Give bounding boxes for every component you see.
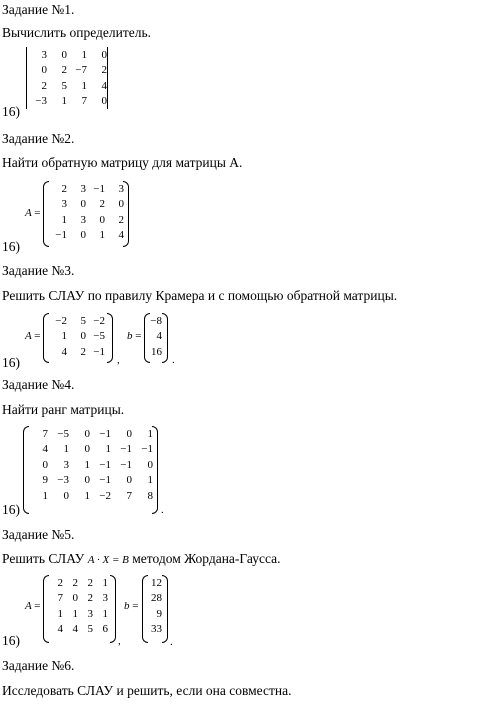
task-5-text [2,551,280,568]
matrix-cell: 2 [57,576,63,589]
task-1-text: Вычислить определитель. [2,25,151,40]
task-5-title: Задание №5. [2,527,75,542]
matrix-cell: 2 [80,345,86,358]
matrix-cell: 4 [156,330,162,343]
matrix-cell: 1 [63,443,69,456]
matrix-rank [27,426,153,504]
matrix-cell: 2 [101,64,107,77]
matrix-cell: 0 [126,474,132,487]
matrix-cell: 4 [61,345,67,358]
symbol-eq: = [34,600,41,612]
matrix-cell: 3 [87,607,93,620]
matrix-row [146,622,162,638]
matrix-cell: 28 [151,592,162,605]
matrix-a-label-2 [25,207,41,219]
matrix-row [148,329,162,345]
matrix-cell: 2 [72,576,78,589]
matrix-cell: 0 [84,474,90,487]
paren-right [162,313,168,363]
determinant-matrix [26,47,108,109]
matrix-row [27,426,153,442]
matrix-cell: 3 [80,182,86,195]
matrix-row [48,228,124,244]
symbol-a: A [25,207,32,219]
paren-right [110,575,116,643]
matrix-cell: 3 [80,213,86,226]
matrix-row [27,457,153,473]
matrix-cell: 0 [72,592,78,605]
matrix-cell: 4 [57,623,63,636]
matrix-row [27,473,153,489]
matrix-row [48,329,105,345]
matrix-cell: 1 [81,48,87,61]
matrix-cell: −3 [57,474,69,487]
matrix-cell: 0 [84,427,90,440]
matrix-row [27,78,108,94]
task-4-title: Задание №4. [2,377,75,392]
matrix-a-3 [48,313,105,360]
matrix-row [48,197,124,213]
matrix-cell: 0 [80,229,86,242]
vector-b-label-5 [124,600,138,612]
matrix-cell: 1 [99,229,105,242]
symbol-eq: = [34,207,41,219]
comma: , [117,354,120,366]
matrix-cell: 0 [42,458,48,471]
matrix-cell: 0 [80,198,86,211]
symbol-eq: = [135,330,142,342]
matrix-cell: −8 [150,314,162,327]
vector-b-3 [148,313,162,360]
paren-right [123,181,129,247]
matrix-cell: 0 [101,48,107,61]
period: . [172,354,175,366]
matrix-cell: 1 [147,427,153,440]
task-1-title: Задание №1. [2,2,75,17]
matrix-row [48,313,105,329]
task-3-title: Задание №3. [2,263,75,278]
task-5-text-after: методом Жордана-Гаусса. [132,551,281,566]
symbol-b: b [127,330,133,342]
matrix-a-2 [48,181,124,243]
matrix-cell: 7 [81,95,87,108]
matrix-row [48,606,108,622]
task-4-label: 16) [2,502,20,517]
matrix-cell: 0 [101,95,107,108]
matrix-cell: 1 [84,489,90,502]
matrix-cell: 1 [102,607,108,620]
symbol-a: A [25,330,32,342]
matrix-cell: 5 [87,623,93,636]
period: . [161,504,164,516]
matrix-cell: 7 [57,592,63,605]
matrix-cell: 5 [80,314,86,327]
matrix-row [48,591,108,607]
matrix-cell: −1 [99,474,111,487]
matrix-cell: 5 [61,79,67,92]
matrix-cell: −5 [57,427,69,440]
matrix-cell: −1 [120,443,132,456]
matrix-row [148,344,162,360]
matrix-cell: 1 [57,607,63,620]
matrix-cell: 16 [151,345,162,358]
matrix-cell: 3 [118,182,124,195]
matrix-cell: −2 [93,314,105,327]
task-1-label: 16) [2,104,20,119]
matrix-a-label-5 [25,600,41,612]
matrix-cell: 33 [151,623,162,636]
matrix-cell: 1 [102,576,108,589]
matrix-cell: −1 [55,229,67,242]
matrix-cell: 4 [118,229,124,242]
matrix-cell: 0 [118,198,124,211]
matrix-cell: 3 [61,198,67,211]
matrix-cell: 0 [80,330,86,343]
matrix-a-5 [48,575,108,637]
task-5-formula: A · X = B [87,554,129,566]
matrix-cell: −1 [93,345,105,358]
matrix-cell: −1 [99,427,111,440]
matrix-cell: −7 [75,64,87,77]
matrix-row [48,344,105,360]
matrix-cell: 0 [41,64,47,77]
matrix-row [48,181,124,197]
matrix-row [27,63,108,79]
paren-right [152,426,158,514]
matrix-cell: 4 [42,443,48,456]
matrix-cell: −2 [55,314,67,327]
matrix-row [27,488,153,504]
matrix-cell: 2 [99,198,105,211]
matrix-cell: 2 [87,576,93,589]
matrix-cell: −2 [99,489,111,502]
matrix-row [146,591,162,607]
matrix-cell: 0 [147,458,153,471]
matrix-cell: 2 [41,79,47,92]
matrix-cell: 6 [102,623,108,636]
task-4-text: Найти ранг матрицы. [2,402,125,417]
matrix-cell: 9 [156,607,162,620]
matrix-cell: 12 [151,576,162,589]
matrix-cell: 1 [147,474,153,487]
matrix-row [146,606,162,622]
task-3-label: 16) [2,355,20,370]
symbol-a: A [25,600,32,612]
matrix-row [148,313,162,329]
matrix-row [27,94,108,110]
matrix-cell: 1 [84,458,90,471]
matrix-cell: 7 [126,489,132,502]
matrix-cell: 2 [118,213,124,226]
matrix-cell: −1 [93,182,105,195]
matrix-cell: 9 [42,474,48,487]
matrix-cell: 0 [126,427,132,440]
matrix-cell: 2 [87,592,93,605]
symbol-eq: = [132,600,139,612]
matrix-cell: 1 [72,607,78,620]
matrix-cell: 0 [61,48,67,61]
period: . [170,636,173,648]
matrix-cell: 3 [102,592,108,605]
matrix-cell: 3 [63,458,69,471]
matrix-cell: −3 [35,95,47,108]
matrix-cell: −1 [120,458,132,471]
symbol-b: b [124,600,130,612]
matrix-row [48,212,124,228]
matrix-cell: 1 [42,489,48,502]
matrix-cell: 1 [61,330,67,343]
task-2-text: Найти обратную матрицу для матрицы А. [2,155,243,170]
task-2-title: Задание №2. [2,131,75,146]
matrix-cell: 0 [99,213,105,226]
matrix-row [146,575,162,591]
task-3-text: Решить СЛАУ по правилу Крамера и с помощью обратной матрицы. [2,288,398,303]
matrix-cell: −5 [93,330,105,343]
task-2-label: 16) [2,239,20,254]
matrix-cell: 4 [101,79,107,92]
paren-right [107,313,113,363]
task-6-title: Задание №6. [2,658,75,673]
matrix-row [48,622,108,638]
matrix-row [48,575,108,591]
matrix-cell: 4 [72,623,78,636]
matrix-cell: 8 [147,489,153,502]
matrix-row [27,47,108,63]
matrix-cell: 0 [84,443,90,456]
vector-b-5 [146,575,162,637]
matrix-cell: −1 [141,443,153,456]
matrix-cell: −1 [99,458,111,471]
matrix-cell: 2 [61,64,67,77]
matrix-cell: 1 [61,213,67,226]
matrix-cell: 7 [42,427,48,440]
matrix-cell: 1 [105,443,111,456]
matrix-cell: 2 [61,182,67,195]
task-5-label: 16) [2,633,20,648]
task-5-text-before: Решить СЛАУ [2,551,85,566]
task-6-text: Исследовать СЛАУ и решить, если она совместна. [2,683,292,698]
matrix-cell: 3 [41,48,47,61]
matrix-cell: 1 [81,79,87,92]
paren-right [162,575,168,643]
matrix-row [27,442,153,458]
vector-b-label-3 [127,330,141,342]
matrix-cell: 0 [63,489,69,502]
matrix-a-label-3 [25,330,41,342]
comma: , [118,635,121,647]
symbol-eq: = [34,330,41,342]
matrix-cell: 1 [61,95,67,108]
